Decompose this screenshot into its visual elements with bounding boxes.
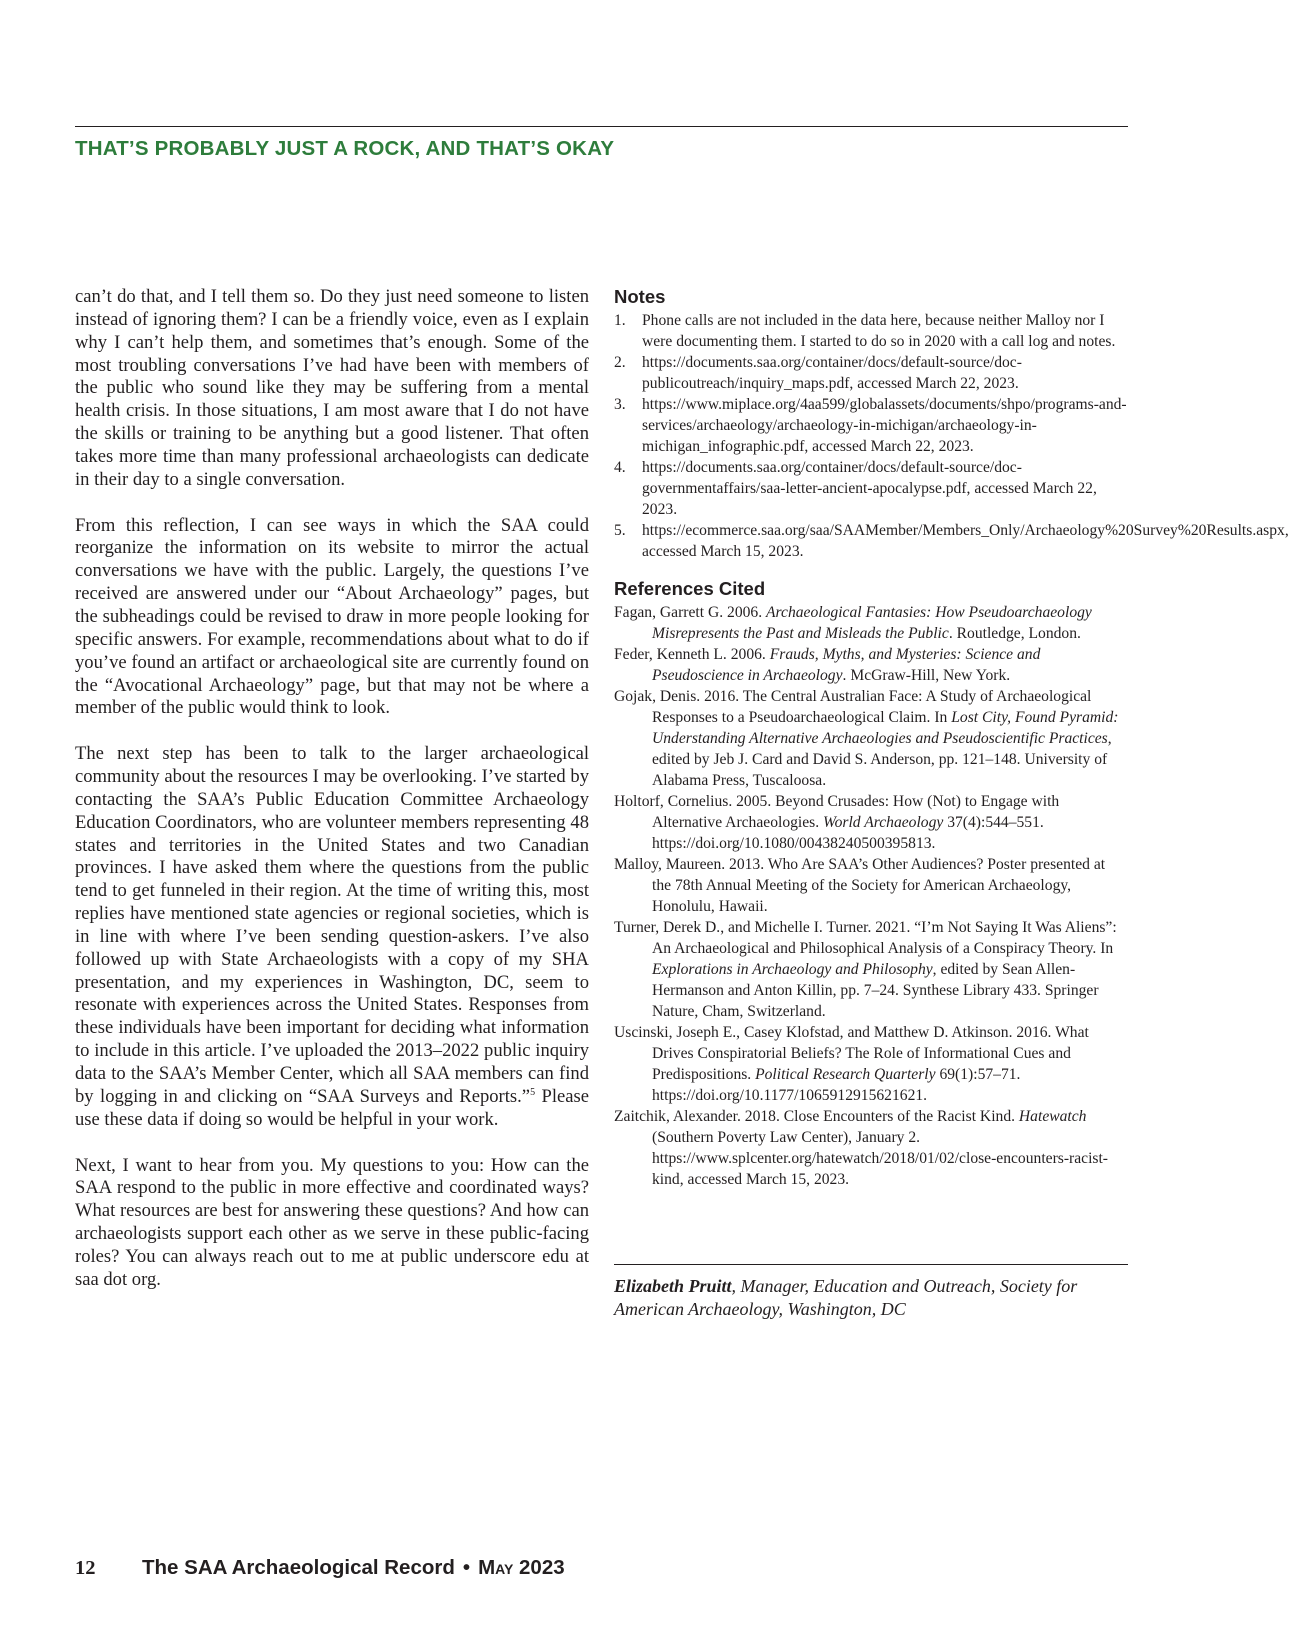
reference-title: Frauds, Myths, and Mysteries: Science and Pseudoscience in Archaeology: [652, 646, 1041, 684]
reference-title: World Archaeology: [823, 814, 944, 831]
note-item: [614, 352, 1128, 394]
note-number: 2.: [614, 354, 626, 371]
page-number: 12: [75, 1557, 96, 1579]
note-item: [614, 394, 1128, 457]
reference-text: Zaitchik, Alexander. 2018. Close Encounters of the Racist Kind.: [614, 1108, 1019, 1125]
footer-bullet: •: [462, 1556, 471, 1579]
body-paragraph-tail: Please use these data if doing so would be helpful in your work.: [75, 1085, 589, 1130]
notes-and-references-column: [614, 286, 1289, 1190]
reference-title: Hatewatch: [1018, 1108, 1087, 1125]
reference-details: , edited by Sean Allen-Hermanson and Anton Killin, pp. 7–24. Synthese Library 433. Springer Nature, Cham, Switzerland.: [652, 961, 1099, 1020]
references-list: [614, 602, 1128, 1190]
body-paragraph-with-footnote: [75, 743, 589, 1131]
body-paragraph: can’t do that, and I tell them so. Do they just need someone to listen instead of ignoring them? I can be a friendly voice, even as I explain why I can’t help them, and sometimes that’s enough. Some of the most troubling conversations I’ve had have been with members of the public who sound like they may be suffering from a mental health crisis. In those situations, I am most aware that I do not have the skills or training to be anything but a good listener. That often takes more time than many professional archaeologists can dedicate in their day to a single conversation.: [75, 286, 589, 490]
section-title: THAT’S PROBABLY JUST A ROCK, AND THAT’S OKAY: [75, 137, 615, 160]
body-paragraph-text: The next step has been to talk to the larger archaeological community about the resources I may be overlooking. I’ve started by contacting the SAA’s Public Education Committee Archaeology Education Coordinators, who are volunteer members representing 48 states and territories in the United States and two Canadian provinces. I have asked them where the questions from the public tend to get funneled in their region. At the time of writing this, most replies have mentioned state agencies or regional societies, which is in line with where I’ve been sending question-askers. I’ve also followed up with State Archaeologists with a copy of my SHA presentation, and my experiences in Washington, DC, seem to resonate with experiences across the United States. Responses from these individuals have been important for deciding what information to include in this article. I’ve uploaded the 2013–2022 public inquiry data to the SAA’s Member Center, which all SAA members can find by logging in and clicking on “SAA Surveys and Reports.”: [75, 743, 589, 1107]
issue-date: May 2023: [478, 1556, 565, 1579]
reference-details: , edited by Jeb J. Card and David S. Anderson, pp. 121–148. University of Alabama Press, Tuscaloosa.: [652, 730, 1112, 789]
note-text: https://documents.saa.org/container/docs/default-source/doc-governmentaffairs/saa-letter-ancient-apocalypse.pdf, accessed March 22, 2023.: [642, 459, 1097, 518]
page-footer: [75, 1556, 565, 1580]
notes-list: [614, 310, 1289, 562]
reference-item: [614, 854, 1128, 917]
article-body-column: [75, 286, 589, 1315]
reference-item: [614, 791, 1128, 854]
note-number: 4.: [614, 459, 626, 476]
note-text: https://documents.saa.org/container/docs/default-source/doc-publicoutreach/inquiry_maps.pdf, accessed March 22, 2023.: [642, 354, 1022, 392]
reference-text: Holtorf, Cornelius. 2005. Beyond Crusades: How (Not) to Engage with Alternative Archaeologies.: [614, 793, 1060, 831]
reference-text: Fagan, Garrett G. 2006.: [614, 604, 767, 621]
body-paragraph: From this reflection, I can see ways in which the SAA could reorganize the information on its website to mirror the actual conversations we have with the public. Largely, the questions I’ve received are answered under our “About Archaeology” pages, but the subheadings could be revised to draw in more people looking for specific answers. For example, recommendations about what to do if you’ve found an artifact or archaeological site are currently found on the “Avocational Archaeology” page, but that may not be where a member of the public would think to look.: [75, 514, 589, 719]
note-number: 3.: [614, 396, 626, 413]
reference-title: Explorations in Archaeology and Philosophy: [652, 961, 933, 978]
reference-item: [614, 686, 1128, 791]
note-item: [614, 457, 1128, 520]
reference-title: Lost City, Found Pyramid: Understanding Alternative Archaeologies and Pseudoscientific Practices: [652, 709, 1119, 747]
reference-details: 69(1):57–71. https://doi.org/10.1177/1065912915621621.: [652, 1066, 1021, 1104]
note-text: https://www.miplace.org/4aa599/globalassets/documents/shpo/programs-and-services/archaeology/archaeology-in-michigan/archaeology-in-michigan_infographic.pdf, accessed March 22, 2023.: [642, 396, 1127, 455]
note-number: 1.: [614, 312, 626, 329]
references-heading: References Cited: [614, 578, 766, 599]
header-rule: [75, 126, 1128, 127]
note-number: 5.: [614, 522, 626, 539]
note-text: Phone calls are not included in the data here, because neither Malloy nor I were documenting them. I started to do so in 2020 with a call log and notes.: [642, 312, 1116, 350]
reference-item: [614, 1106, 1128, 1190]
reference-text: Malloy, Maureen. 2013. Who Are SAA’s Other Audiences? Poster presented at the 78th Annual Meeting of the Society for American Archaeology, Honolulu, Hawaii.: [614, 856, 1106, 915]
reference-details: . McGraw-Hill, New York.: [842, 667, 1011, 684]
reference-details: 37(4):544–551. https://doi.org/10.1080/00438240500395813.: [652, 814, 1044, 852]
reference-item: [614, 1022, 1128, 1106]
author-affiliation: , Manager, Education and Outreach, Society for American Archaeology, Washington, DC: [614, 1276, 1078, 1319]
note-item: [614, 310, 1128, 352]
note-text: https://ecommerce.saa.org/saa/SAAMember/Members_Only/Archaeology%20Survey%20Results.aspx, accessed March 15, 2023.: [642, 522, 1289, 560]
reference-item: [614, 644, 1128, 686]
reference-text: Gojak, Denis. 2016. The Central Australian Face: A Study of Archaeological Responses to a Pseudoarchaeological Claim. In: [614, 688, 1092, 726]
reference-item: [614, 917, 1128, 1022]
author-bio: [614, 1275, 1128, 1321]
body-paragraph: Next, I want to hear from you. My questions to you: How can the SAA respond to the public in more effective and coordinated ways? What resources are best for answering these questions? And how can archaeologists support each other as we serve in these public-facing roles? You can always reach out to me at public underscore edu at saa dot org.: [75, 1154, 589, 1290]
author-name: Elizabeth Pruitt: [614, 1276, 732, 1296]
reference-details: . Routledge, London.: [948, 625, 1081, 642]
reference-details: (Southern Poverty Law Center), January 2. https://www.splcenter.org/hatewatch/2018/01/02/close-encounters-racist-kind, accessed March 15, 2023.: [652, 1129, 1108, 1188]
reference-title: Political Research Quarterly: [755, 1066, 936, 1083]
reference-item: [614, 602, 1128, 644]
author-bio-rule: [614, 1264, 1128, 1265]
footnote-marker[interactable]: 5: [530, 1086, 536, 1098]
publication-name: The SAA Archaeological Record: [142, 1556, 455, 1579]
reference-text: Turner, Derek D., and Michelle I. Turner. 2021. “I’m Not Saying It Was Aliens”: An Archaeological and Philosophical Analysis of a Conspiracy Theory. In: [614, 919, 1117, 957]
note-item: [614, 520, 1289, 562]
notes-heading: Notes: [614, 286, 666, 307]
reference-text: Feder, Kenneth L. 2006.: [614, 646, 770, 663]
reference-text: Uscinski, Joseph E., Casey Klofstad, and Matthew D. Atkinson. 2016. What Drives Conspiratorial Beliefs? The Role of Informational Cues and Predispositions.: [614, 1024, 1089, 1083]
reference-title: Archaeological Fantasies: How Pseudoarchaeology Misrepresents the Past and Misleads the Public: [652, 604, 1092, 642]
